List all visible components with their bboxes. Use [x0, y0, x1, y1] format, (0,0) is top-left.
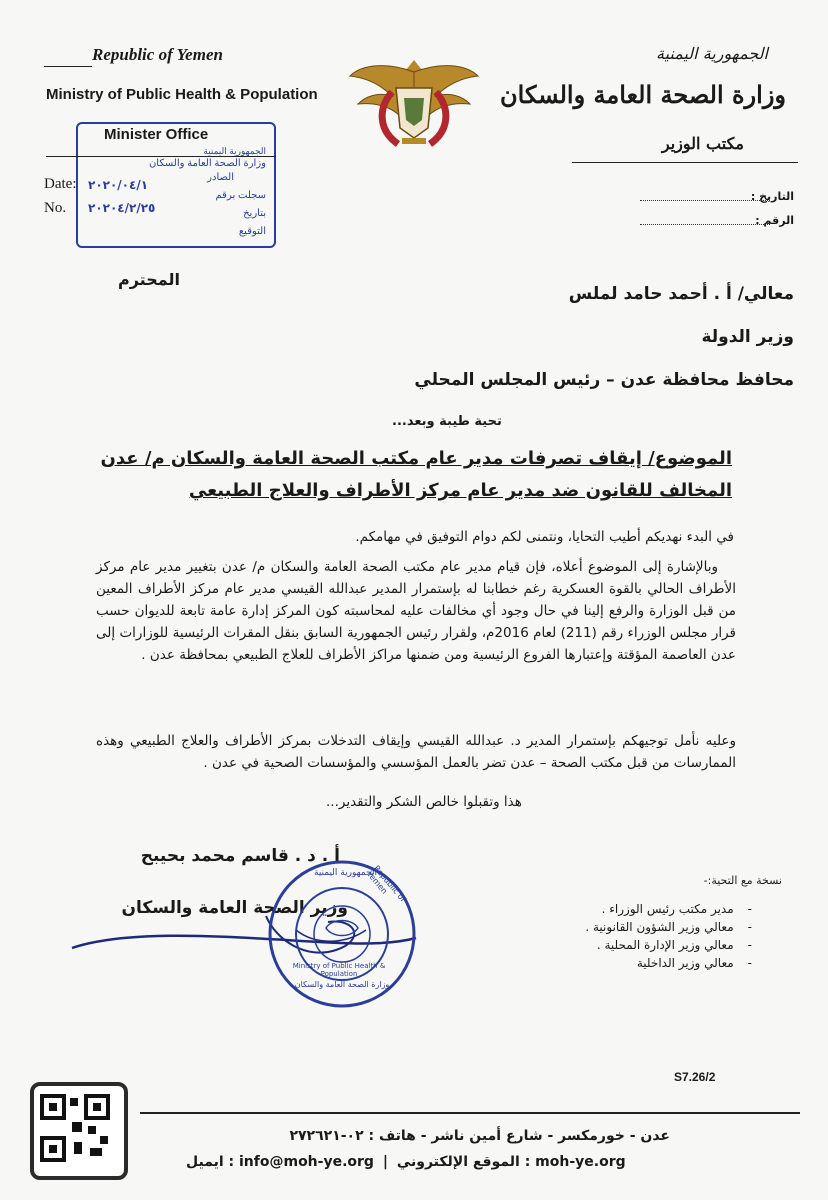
body-paragraph-1: في البدء نهديكم أطيب التحايا، ونتمنى لكم دوام التوفيق في مهامكم.: [355, 529, 734, 545]
addressee-name: معالي/ أ . أحمد حامد لملس: [568, 284, 794, 304]
number-dotted-line: [640, 224, 770, 225]
yemen-eagle-emblem: [348, 52, 480, 152]
stamp-line1: الجمهورية اليمنية: [203, 146, 266, 156]
body-paragraph-3: وعليه نأمل توجيهكم بإستمرار المدير د. عبدالله القيسي وإيقاف التدخلات بمركز الأطراف والعلاج الطبيعي وهذه الممارسات من قبل مكتب الصحة – عدن تضر بالعمل المؤسسي والمؤسسات الصحية في عدن .: [96, 733, 736, 771]
header-rule-right: [572, 162, 798, 163]
office-ar: مكتب الوزير: [661, 134, 744, 153]
seal-ministry-ar: وزارة الصحة العامة والسكان: [294, 980, 390, 989]
seal-republic-en: Republic of Yemen: [365, 863, 408, 904]
subject-line1: الموضوع/ إيقاف تصرفات مدير عام مكتب الصحة العامة والسكان م/ عدن: [100, 448, 732, 469]
cc-label: نسخة مع التحية:-: [703, 874, 782, 887]
cc-item: - معالي وزير الإدارة المحلية .: [552, 936, 752, 954]
date-label: Date:: [44, 176, 77, 192]
addressee-title1: وزير الدولة: [701, 327, 794, 347]
minister-office-label: Minister Office: [104, 126, 209, 143]
footer-website: الموقع الإلكتروني : moh-ye.org: [396, 1154, 626, 1170]
footer-address: عدن - خورمكسر - شارع أمين ناشر - هاتف : ٠٢-٢٧٢٦٢١: [289, 1128, 670, 1144]
stamp-line3: الصادر: [207, 172, 234, 183]
republic-ar: الجمهورية اليمنية: [655, 44, 768, 63]
closing: هذا وتقبلوا خالص الشكر والتقدير...: [326, 794, 522, 810]
date-label-ar: التاريخ :: [750, 190, 794, 203]
number-label-ar: الرقم :: [755, 214, 794, 227]
republic-en: Republic of Yemen: [92, 45, 223, 64]
footer-rule: [140, 1112, 800, 1114]
honorific-end: المحترم: [118, 270, 180, 289]
seal-republic-ar: الجمهورية اليمنية: [314, 868, 378, 878]
footer-email: ايميل : info@moh-ye.org: [186, 1154, 374, 1170]
stamp-line5: بتاريخ: [243, 208, 266, 219]
number-value: ٢٠٢٠٤/٢/٢٥: [88, 201, 156, 215]
ministry-ar: وزارة الصحة العامة والسكان: [500, 80, 786, 109]
qr-code-icon: [34, 1086, 116, 1168]
greeting: تحية طيبة وبعد...: [392, 414, 502, 429]
date-dotted-line: [640, 200, 770, 201]
ministry-en: Ministry of Public Health & Population: [46, 86, 318, 103]
stamp-line2: وزارة الصحة العامة والسكان: [148, 158, 266, 169]
date-value: ٢٠٢٠/٠٤/١: [88, 178, 149, 192]
body-paragraph-2: وبالإشارة إلى الموضوع أعلاه، فإن قيام مدير عام مكتب الصحة العامة والسكان م/ عدن بتغيير مدير عام مركز الأطراف الحالي بالقوة العسكرية رغم خطابنا له بإستمرار المدير عبدالله القيسي مدير عام مركز الأطراف المعين من قبل الوزارة والرفع إلينا في حال وجود أي مخالفات عليه لمحاسبته كون المركز إدارة عامة تابعة للديوان حسب قرار مجلس الوزراء رقم (211) لعام 2016م، ولقرار رئيس الجمهورية السابق بنقل المقرات الرئيسية للوزارات إلى عدن العاصمة المؤقتة وإعتبارها الفروع الرئيسية ومن ضمنها مراكز الأطراف للعلاج الطبيعي بمحافظة عدن .: [96, 559, 737, 663]
cc-list: [552, 900, 752, 972]
reference-code: S7.26/2: [674, 1070, 716, 1084]
footer-contact: ايميل : info@moh-ye.org | الموقع الإلكتروني : moh-ye.org: [186, 1154, 626, 1170]
subject-line2: المخالف للقانون ضد مدير عام مركز الأطراف والعلاج الطبيعي: [188, 480, 732, 501]
official-seal: [266, 858, 418, 1010]
qr-code-frame: [30, 1082, 128, 1180]
cc-item: - معالي وزير الداخلية: [552, 954, 752, 972]
stamp-line4: سجلت برقم: [215, 190, 266, 201]
cc-item: - معالي وزير الشؤون القانونية .: [552, 918, 752, 936]
addressee-title2: محافظ محافظة عدن – رئيس المجلس المحلي: [414, 370, 794, 390]
cc-item: - مدير مكتب رئيس الوزراء .: [552, 900, 752, 918]
seal-ministry-en: Ministry of Public Health & Population: [292, 962, 386, 978]
number-label: No.: [44, 200, 67, 216]
stamp-strike-line: [46, 156, 276, 157]
stamp-line6: التوقيع: [238, 226, 266, 237]
signatory-title: وزير الصحة العامة والسكان: [121, 898, 348, 918]
header-underline: [44, 66, 92, 67]
signatory-name: أ . د . قاسم محمد بحيبح: [140, 846, 340, 866]
